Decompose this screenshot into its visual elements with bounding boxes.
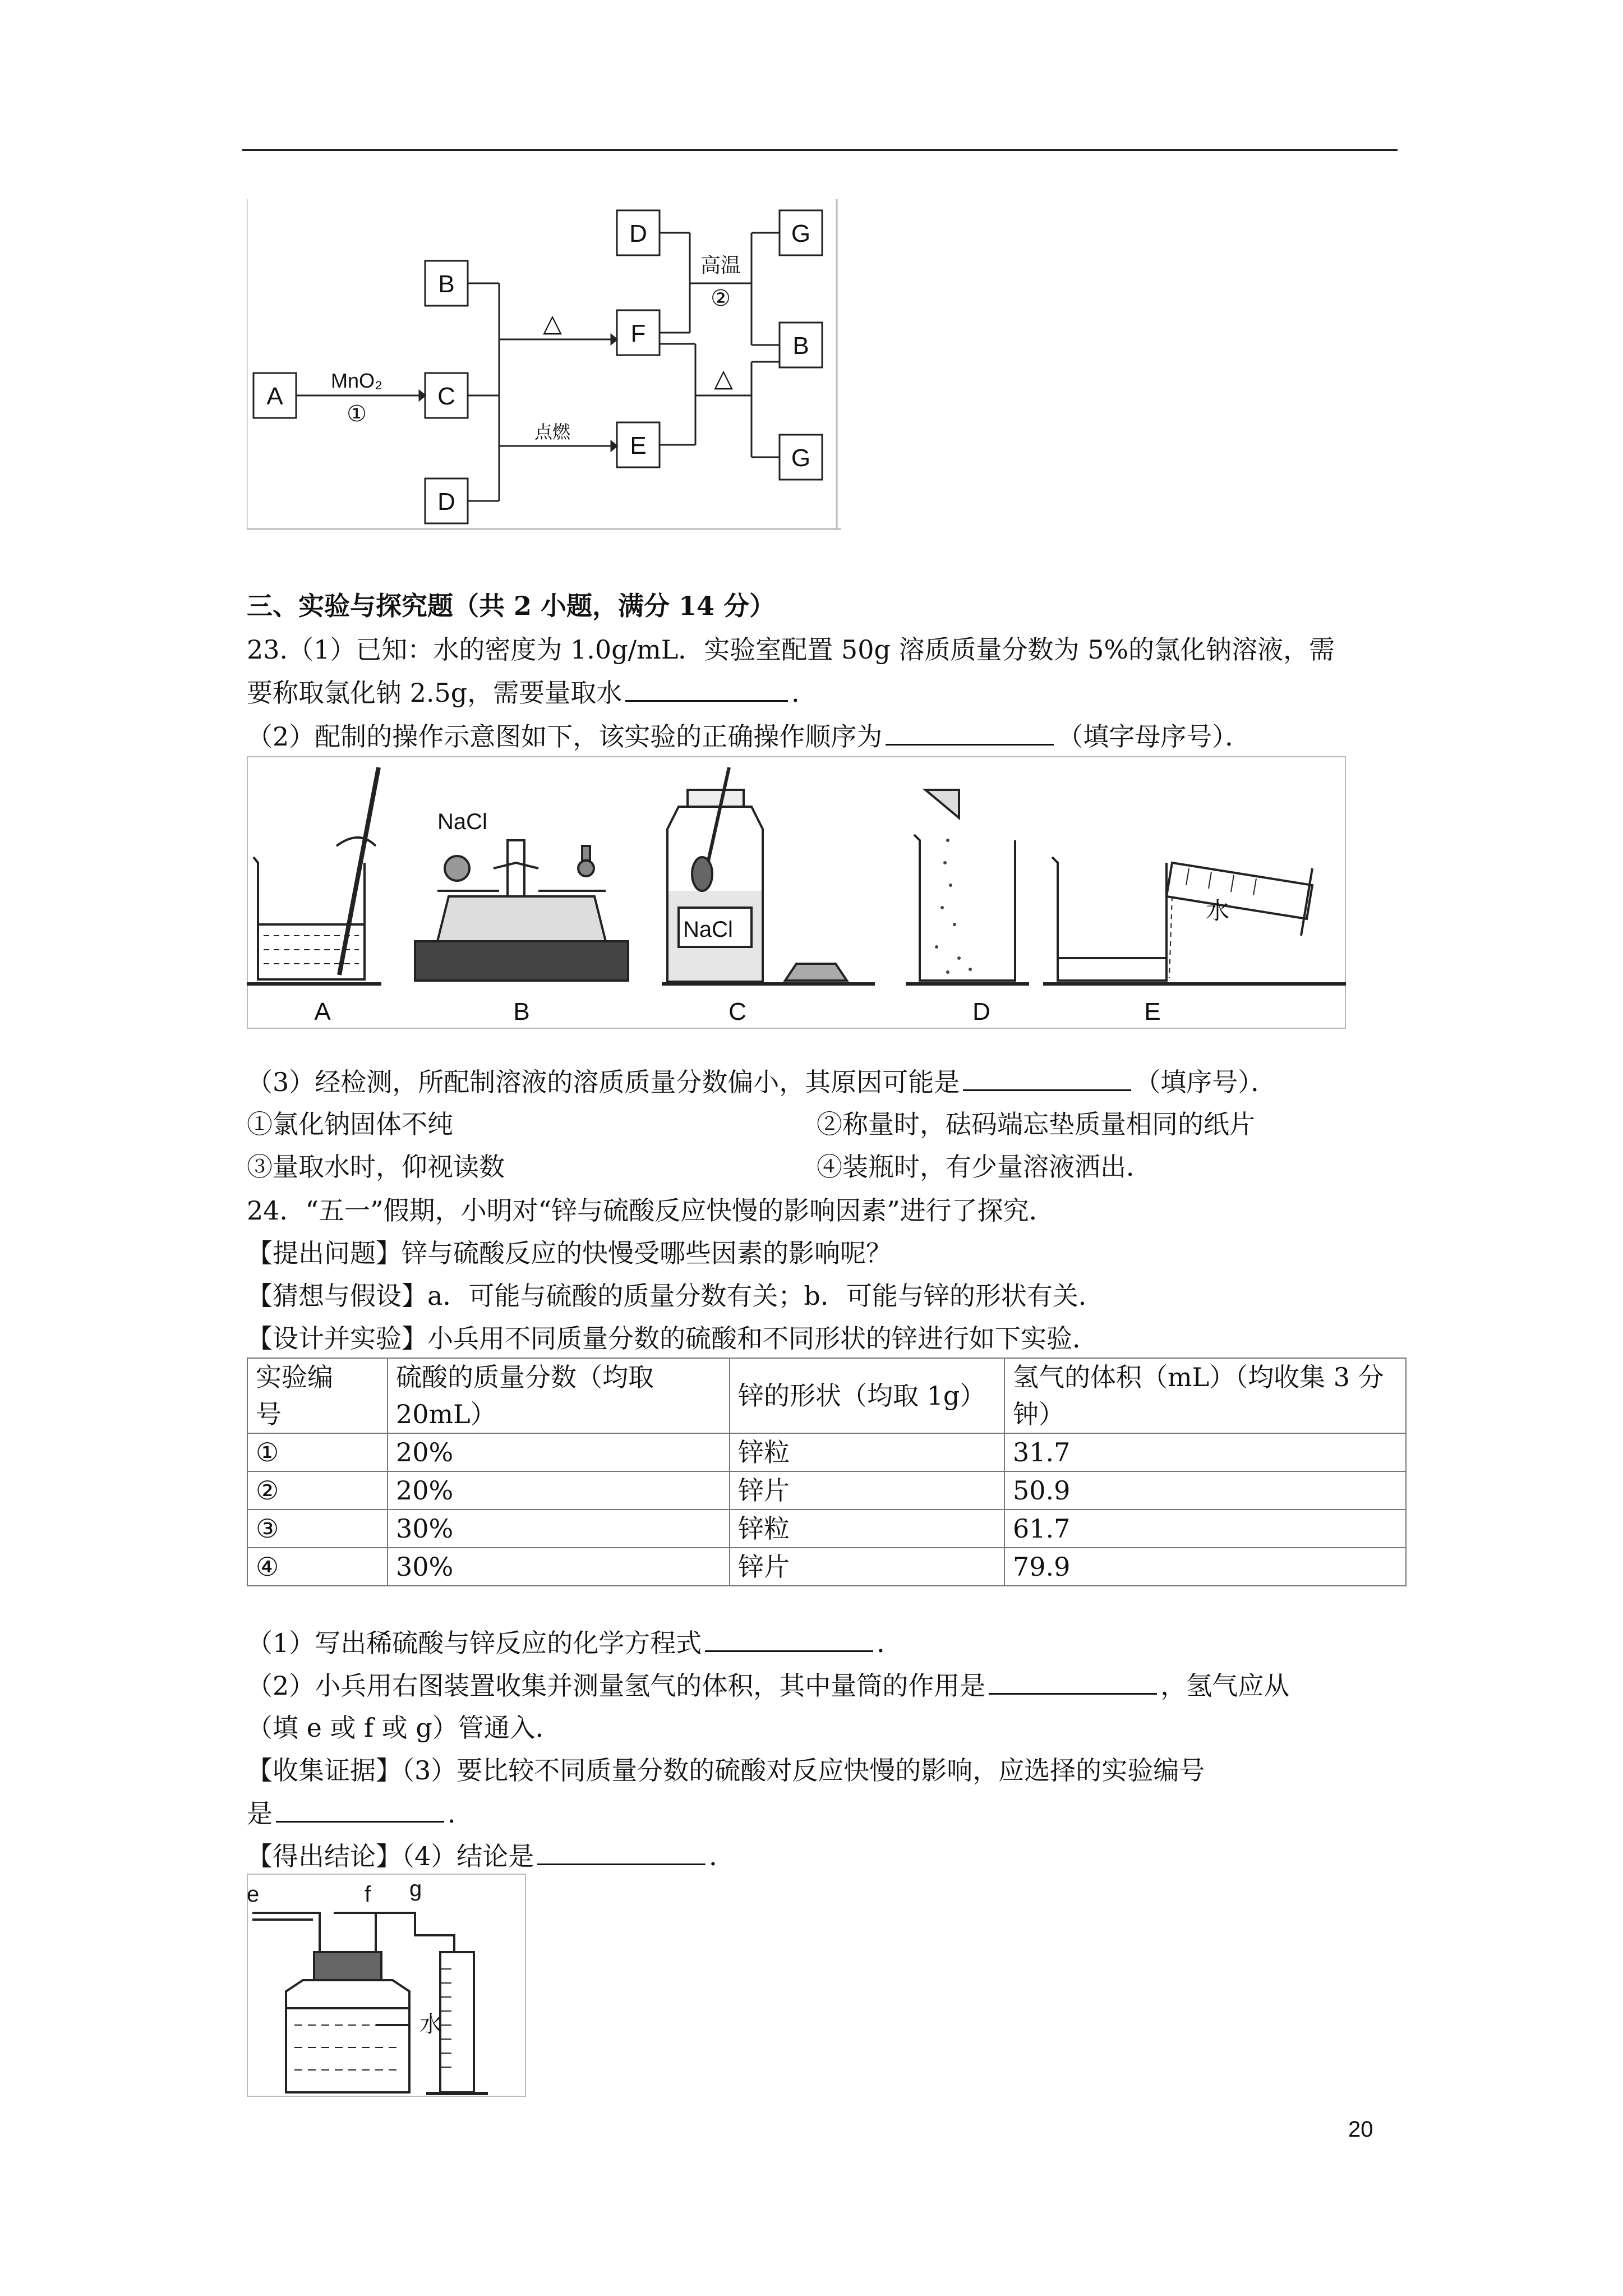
- label-d: D: [437, 488, 455, 516]
- q24-s2-line2: （填 e 或 f 或 g）管通入．: [247, 1713, 561, 1743]
- answer-blank-conclusion[interactable]: [537, 1839, 706, 1865]
- q24-design: 【设计并实验】小兵用不同质量分数的硫酸和不同形状的锌进行如下实验．: [247, 1323, 1098, 1354]
- label-g1: G: [791, 220, 811, 247]
- section-heading: 三、实验与探究题（共 2 小题，满分 14 分）: [247, 591, 776, 621]
- q24-question: 【提出问题】锌与硫酸反应的快慢受哪些因素的影响呢？: [247, 1238, 892, 1268]
- answer-blank-water[interactable]: [625, 675, 788, 702]
- q23-p3: （3）经检测，所配制溶液的溶质质量分数偏小，其原因可能是 （填序号）．: [247, 1065, 1276, 1099]
- label-d2: D: [629, 220, 647, 247]
- fig-a-stirring: [247, 767, 381, 984]
- q24-s3-line2: 是 ．: [247, 1796, 473, 1830]
- table-row: ③ 30% 锌粒 61.7: [247, 1510, 1406, 1548]
- label-e: E: [630, 432, 647, 459]
- answer-blank-equation[interactable]: [705, 1626, 873, 1652]
- table-header-row: [247, 1358, 1406, 1433]
- q23-p2: （2）配制的操作示意图如下，该实验的正确操作顺序为 （填字母序号）．: [247, 719, 1251, 753]
- label-c: C: [437, 383, 455, 410]
- label-step2: ②: [711, 286, 731, 311]
- q24-s2-line1: （2）小兵用右图装置收集并测量氢气的体积，其中量筒的作用是 ，氢气应从: [247, 1668, 1289, 1703]
- fig-label-b: B: [513, 998, 530, 1025]
- tube-e-label: e: [247, 1882, 260, 1907]
- table-header-cell: 锌的形状（均取 1g）: [730, 1358, 1004, 1433]
- q23-p1-line2: 要称取氯化钠 2.5g，需要量取水 ．: [247, 675, 817, 710]
- q23-option-4: ④装瓶时，有少量溶液洒出．: [817, 1152, 1152, 1182]
- label-step1: ①: [347, 402, 367, 426]
- q23-option-3: ③量取水时，仰视读数: [247, 1152, 505, 1182]
- table-header-cell: 氢气的体积（mL）（均收集 3 分 钟）: [1004, 1358, 1406, 1433]
- label-high-temp: 高温: [700, 254, 741, 277]
- answer-blank-experiment-no[interactable]: [276, 1796, 444, 1823]
- fig-c-reagent-jar: [662, 767, 875, 984]
- label-heat1: △: [543, 310, 562, 337]
- fig-e-water-label: 水: [1206, 898, 1230, 924]
- label-f: F: [630, 320, 646, 347]
- q24-s4: 【得出结论】（4）结论是 ．: [247, 1839, 735, 1873]
- label-a: A: [266, 383, 283, 410]
- q24-s1: （1）写出稀硫酸与锌反应的化学方程式 ．: [247, 1626, 902, 1660]
- bottle-water-label: 水: [419, 2012, 442, 2037]
- table-header-cell: 实验编 号: [247, 1358, 388, 1433]
- fig-c-nacl-label: NaCl: [683, 917, 733, 942]
- label-b2: B: [792, 332, 809, 360]
- fig-label-d: D: [972, 998, 990, 1025]
- fig-b-nacl-label: NaCl: [437, 809, 487, 834]
- q24-intro: 24．“五一”假期，小明对“锌与硫酸反应快慢的影响因素”进行了探究．: [247, 1195, 1055, 1226]
- q23-p1-line1: 23.（1）已知：水的密度为 1.0g/mL．实验室配置 50g 溶质质量分数为 5%的氯化钠溶液，需: [247, 634, 1335, 665]
- fig-label-e: E: [1144, 998, 1161, 1025]
- operations-figure: [247, 756, 1346, 1029]
- label-ignite: 点燃: [534, 422, 571, 442]
- fig-e-pour-water: [1043, 857, 1346, 984]
- label-g2: G: [791, 444, 811, 472]
- fig-label-c: C: [728, 998, 746, 1025]
- q24-hypothesis: 【猜想与假设】a．可能与硫酸的质量分数有关；b．可能与锌的形状有关．: [247, 1281, 1104, 1311]
- header-rule: [242, 149, 1398, 151]
- label-mno2: MnO₂: [331, 369, 382, 392]
- label-b: B: [438, 270, 455, 298]
- table-row: ② 20% 锌片 50.9: [247, 1471, 1406, 1510]
- q24-s3-line1: 【收集证据】（3）要比较不同质量分数的硫酸对反应快慢的影响，应选择的实验编号: [247, 1755, 1205, 1786]
- tube-g-label: g: [409, 1876, 422, 1901]
- table-row: ① 20% 锌粒 31.7: [247, 1433, 1406, 1471]
- tube-f-label: f: [365, 1882, 371, 1907]
- experiment-table: [247, 1358, 1407, 1586]
- fig-label-a: A: [314, 998, 331, 1025]
- gas-collection-figure: [247, 1874, 527, 2098]
- page-number: 20: [1348, 2117, 1373, 2142]
- label-heat2: △: [714, 365, 733, 392]
- answer-blank-order[interactable]: [886, 719, 1054, 746]
- q23-option-1: ①氯化钠固体不纯: [247, 1109, 453, 1139]
- reaction-flowchart: [247, 199, 841, 530]
- answer-blank-reason[interactable]: [963, 1065, 1131, 1091]
- fig-b-balance: [415, 840, 628, 981]
- table-row: ④ 30% 锌片 79.9: [247, 1548, 1406, 1586]
- q23-option-2: ②称量时，砝码端忘垫质量相同的纸片: [817, 1109, 1255, 1139]
- table-header-cell: 硫酸的质量分数（均取 20mL）: [388, 1358, 730, 1433]
- fig-d-pouring: [906, 790, 1029, 984]
- answer-blank-cylinder-role[interactable]: [989, 1668, 1157, 1695]
